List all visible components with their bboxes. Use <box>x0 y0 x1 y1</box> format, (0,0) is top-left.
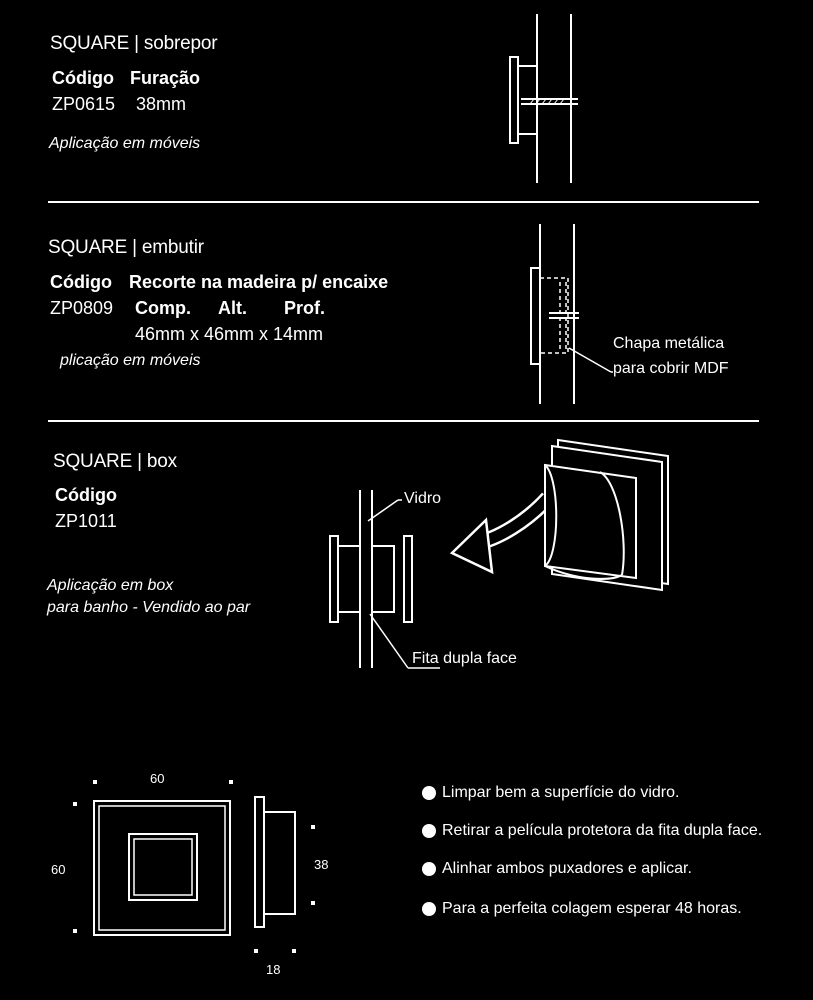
embutir-dimensions: 46mm x 46mm x 14mm <box>135 324 324 344</box>
bullet-icon <box>422 862 436 876</box>
sobrepor-drawing <box>510 14 578 183</box>
dimension-thickness: 18 <box>266 962 281 977</box>
embutir-recorte-label: Recorte na madeira p/ encaixe <box>129 272 389 292</box>
embutir-prof-label: Prof. <box>284 298 326 318</box>
sobrepor-furacao-value: 38mm <box>136 94 187 114</box>
embutir-alt-label: Alt. <box>218 298 247 318</box>
box-application-line1: Aplicação em box <box>47 577 174 594</box>
dimension-marker <box>311 901 315 905</box>
embutir-callout-line2: para cobrir MDF <box>613 360 729 377</box>
box-application-line2: para banho - Vendido ao par <box>47 599 251 616</box>
section-divider <box>48 201 759 203</box>
dimension-marker <box>73 802 77 806</box>
box-drawing <box>330 490 440 668</box>
embutir-callout-line1: Chapa metálica <box>613 335 725 352</box>
step-text: Limpar bem a superfície do vidro. <box>442 784 680 801</box>
dimension-marker <box>254 949 258 953</box>
box-codigo-label: Código <box>55 485 117 505</box>
bullet-icon <box>422 824 436 838</box>
embutir-codigo-label: Código <box>50 272 112 292</box>
section-divider <box>48 420 759 422</box>
dimension-marker <box>93 780 97 784</box>
dimension-marker <box>292 949 296 953</box>
sobrepor-title: SQUARE | sobrepor <box>50 33 218 54</box>
embutir-application: plicação em móveis <box>60 352 201 369</box>
dimension-marker <box>229 780 233 784</box>
instruction-step <box>422 784 679 802</box>
bullet-icon <box>422 902 436 916</box>
sobrepor-furacao-label: Furação <box>130 68 201 88</box>
dimension-width: 60 <box>150 771 165 786</box>
step-text: Para a perfeita colagem esperar 48 horas. <box>442 900 742 917</box>
dimension-depth: 38 <box>314 857 329 872</box>
instruction-step <box>422 822 762 840</box>
embutir-title: SQUARE | embutir <box>48 237 204 258</box>
sobrepor-codigo-label: Código <box>52 68 114 88</box>
instruction-step <box>422 900 742 918</box>
dimension-marker <box>73 929 77 933</box>
box-fita-label: Fita dupla face <box>412 650 517 667</box>
box-vidro-label: Vidro <box>404 490 442 507</box>
embutir-code: ZP0809 <box>50 298 114 318</box>
dimension-height: 60 <box>51 862 66 877</box>
instruction-step <box>422 860 692 878</box>
bullet-icon <box>422 786 436 800</box>
box-code: ZP1011 <box>55 511 117 531</box>
box-product-render <box>545 440 668 590</box>
sobrepor-application: Aplicação em móveis <box>49 135 201 152</box>
curved-arrow-icon <box>452 498 548 572</box>
dimension-drawing <box>94 797 295 935</box>
embutir-comp-label: Comp. <box>135 298 191 318</box>
step-text: Retirar a película protetora da fita dupla face. <box>442 822 763 839</box>
sobrepor-code: ZP0615 <box>52 94 116 114</box>
dimension-marker <box>311 825 315 829</box>
box-title: SQUARE | box <box>53 451 177 472</box>
step-text: Alinhar ambos puxadores e aplicar. <box>442 860 692 877</box>
embutir-drawing <box>531 224 613 404</box>
